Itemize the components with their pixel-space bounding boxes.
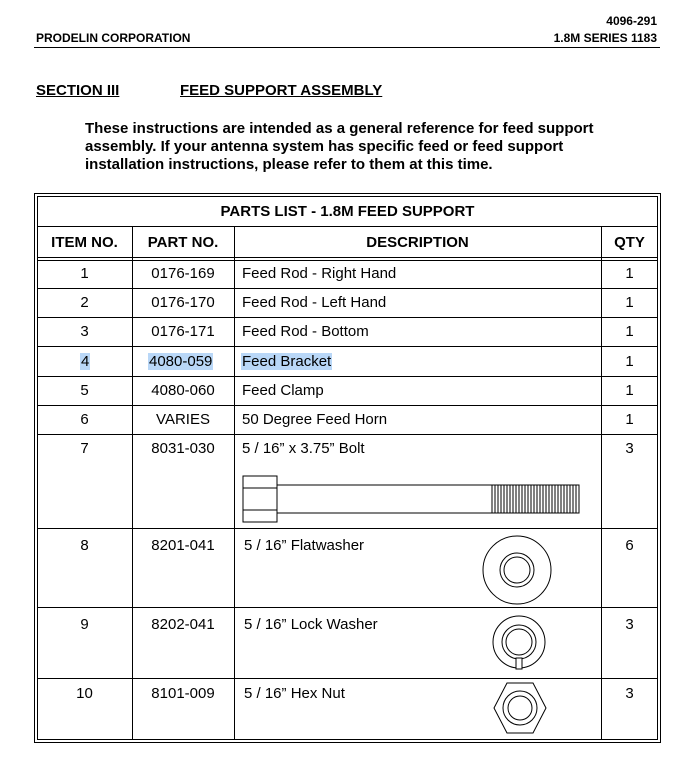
table-row-qty: 1 — [625, 382, 634, 399]
row-divider — [37, 528, 658, 529]
table-row-description: Feed Rod - Bottom — [242, 323, 369, 340]
intro-line: assembly. If your antenna system has specific feed or feed support — [85, 138, 564, 155]
row-divider — [37, 678, 658, 679]
table-row-item: 9 — [80, 616, 89, 633]
column-header-description: DESCRIPTION — [366, 234, 469, 251]
table-row-part: 0176-169 — [151, 265, 215, 282]
table-row-part: 0176-171 — [151, 323, 215, 340]
flatwasher-icon — [481, 534, 553, 606]
intro-paragraph — [85, 120, 645, 174]
table-row-item: 8 — [80, 537, 89, 554]
table-row-item: 5 — [80, 382, 89, 399]
hex-nut-icon — [493, 681, 547, 735]
column-header-item: ITEM NO. — [51, 234, 118, 251]
table-row-description: 5 / 16” Lock Washer — [244, 616, 378, 633]
table-row-item: 2 — [80, 294, 89, 311]
table-row-qty: 6 — [625, 537, 634, 554]
row-divider — [37, 405, 658, 406]
table-row-description: Feed Clamp — [242, 382, 324, 399]
row-divider — [37, 434, 658, 435]
table-row-qty: 1 — [625, 323, 634, 340]
table-rule — [37, 226, 658, 227]
intro-line: installation instructions, please refer to them at this time. — [85, 156, 493, 173]
table-row-qty: 1 — [625, 411, 634, 428]
table-row-qty: 3 — [625, 616, 634, 633]
table-rule — [37, 257, 658, 258]
series-label: 1.8M SERIES 1183 — [553, 31, 657, 45]
row-divider — [37, 317, 658, 318]
table-row-part: 8201-041 — [151, 537, 215, 554]
table-row-item: 1 — [80, 265, 89, 282]
table-row-item-selected[interactable]: 4 — [81, 353, 90, 370]
column-header-qty: QTY — [614, 234, 645, 251]
table-row-item: 7 — [80, 440, 89, 457]
row-divider — [37, 346, 658, 347]
column-header-part: PART NO. — [147, 234, 219, 251]
table-row-part-selected[interactable]: 4080-059 — [149, 353, 213, 370]
document-number: 4096-291 — [606, 14, 657, 28]
row-divider — [37, 376, 658, 377]
row-divider — [37, 607, 658, 608]
table-row-part: 8101-009 — [151, 685, 215, 702]
table-row-description: 5 / 16” x 3.75” Bolt — [242, 440, 365, 457]
company-name: PRODELIN CORPORATION — [36, 31, 191, 45]
table-rule — [37, 260, 658, 261]
lock-washer-icon — [491, 614, 547, 670]
table-row-item: 10 — [76, 685, 93, 702]
table-row-qty: 1 — [625, 294, 634, 311]
table-row-part: VARIES — [156, 411, 210, 428]
section-label: SECTION III — [36, 82, 120, 99]
table-row-qty: 1 — [625, 353, 634, 370]
table-row-part: 8031-030 — [151, 440, 215, 457]
table-row-description: Feed Rod - Right Hand — [242, 265, 397, 282]
table-row-description-selected[interactable]: Feed Bracket — [242, 353, 332, 370]
table-row-qty: 1 — [625, 265, 634, 282]
table-row-qty: 3 — [625, 685, 634, 702]
column-divider — [234, 226, 235, 740]
intro-line: These instructions are intended as a general reference for feed support — [85, 120, 594, 137]
parts-list-title: PARTS LIST - 1.8M FEED SUPPORT — [220, 203, 475, 220]
table-row-part: 8202-041 — [151, 616, 215, 633]
table-row-item: 6 — [80, 411, 89, 428]
bolt-icon — [242, 474, 582, 524]
table-row-description: 50 Degree Feed Horn — [242, 411, 388, 428]
table-row-description: 5 / 16” Flatwasher — [244, 537, 365, 554]
section-title: FEED SUPPORT ASSEMBLY — [180, 82, 383, 99]
table-row-part: 4080-060 — [151, 382, 215, 399]
table-row-description: 5 / 16” Hex Nut — [244, 685, 345, 702]
table-row-qty: 3 — [625, 440, 634, 457]
row-divider — [37, 288, 658, 289]
header-rule — [34, 47, 660, 48]
table-row-description: Feed Rod - Left Hand — [242, 294, 387, 311]
table-row-part: 0176-170 — [151, 294, 215, 311]
table-row-item: 3 — [80, 323, 89, 340]
